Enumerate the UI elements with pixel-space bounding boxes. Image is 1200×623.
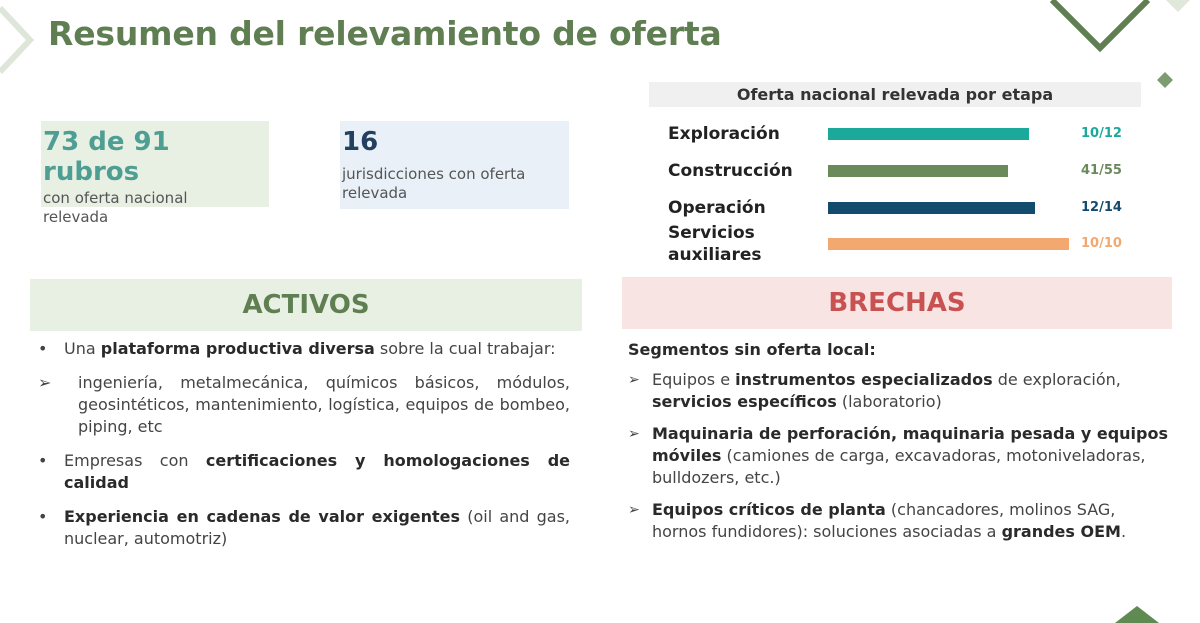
bar-label: Operación (668, 198, 766, 218)
left-chevron-decoration (0, 0, 40, 80)
list-item: ➢ Equipos e instrumentos especializados de exploración, servicios específicos (laboratorio) (628, 370, 1121, 411)
bar-value-label: 41/55 (1081, 163, 1122, 178)
stat-description: con oferta nacional relevada (43, 189, 188, 226)
chart-title: Oferta nacional relevada por etapa (649, 82, 1141, 107)
brechas-header: BRECHAS (622, 277, 1172, 329)
arrow-marker: ➢ (628, 372, 640, 388)
arrow-marker: ➢ (38, 373, 52, 392)
list-item: ➢ Maquinaria de perforación, maquinaria pesada y equipos móviles (camiones de carga, excavadoras, motoniveladoras, bulldozers, etc.) (628, 424, 1169, 487)
bar-value-label: 12/14 (1081, 200, 1122, 215)
arrow-marker: ➢ (628, 426, 640, 442)
bar-value-label: 10/10 (1081, 236, 1122, 251)
stat-description: jurisdicciones con oferta relevada (342, 165, 526, 202)
brechas-subheading: Segmentos sin oferta local: (628, 340, 876, 359)
list-item: • Empresas con certificaciones y homologaciones de calidad (38, 451, 571, 492)
small-diamond-decoration (1155, 70, 1175, 90)
bar-label: Construcción (668, 161, 793, 181)
bullet-marker: • (38, 451, 48, 470)
activos-header: ACTIVOS (30, 279, 582, 331)
bar-label: Servicios auxiliares (668, 223, 762, 265)
top-right-chevron-decoration (1040, 0, 1200, 60)
activos-list (38, 338, 570, 562)
bar (828, 202, 1035, 214)
bar (828, 128, 1029, 140)
bullet-marker: • (38, 339, 48, 358)
bottom-triangle-decoration (1115, 606, 1160, 623)
bullet-marker: • (38, 507, 48, 526)
stat-value: 16 (342, 127, 379, 157)
bar-label: Exploración (668, 124, 780, 144)
list-item: • Experiencia en cadenas de valor exigentes (oil and gas, nuclear, automotriz) (38, 507, 570, 548)
list-item: ➢ Equipos críticos de planta (chancadores, molinos SAG, hornos fundidores): soluciones asociadas a grandes OEM. (628, 500, 1127, 541)
stat-card-rubros (41, 121, 269, 226)
bar (828, 238, 1069, 250)
bar-value-label: 10/12 (1081, 126, 1122, 141)
brechas-list (628, 339, 1173, 553)
arrow-marker: ➢ (628, 502, 640, 518)
list-item: ➢ ingeniería, metalmecánica, químicos básicos, módulos, geosintéticos, mantenimiento, logística, equipos de bombeo, piping, etc (38, 373, 570, 436)
stat-value: 73 de 91 rubros (43, 127, 170, 187)
bar (828, 165, 1008, 177)
stat-card-jurisdicciones (340, 121, 569, 209)
page-title: Resumen del relevamiento de oferta (48, 14, 722, 53)
list-item: • Una plataforma productiva diversa sobre la cual trabajar: (38, 339, 556, 358)
